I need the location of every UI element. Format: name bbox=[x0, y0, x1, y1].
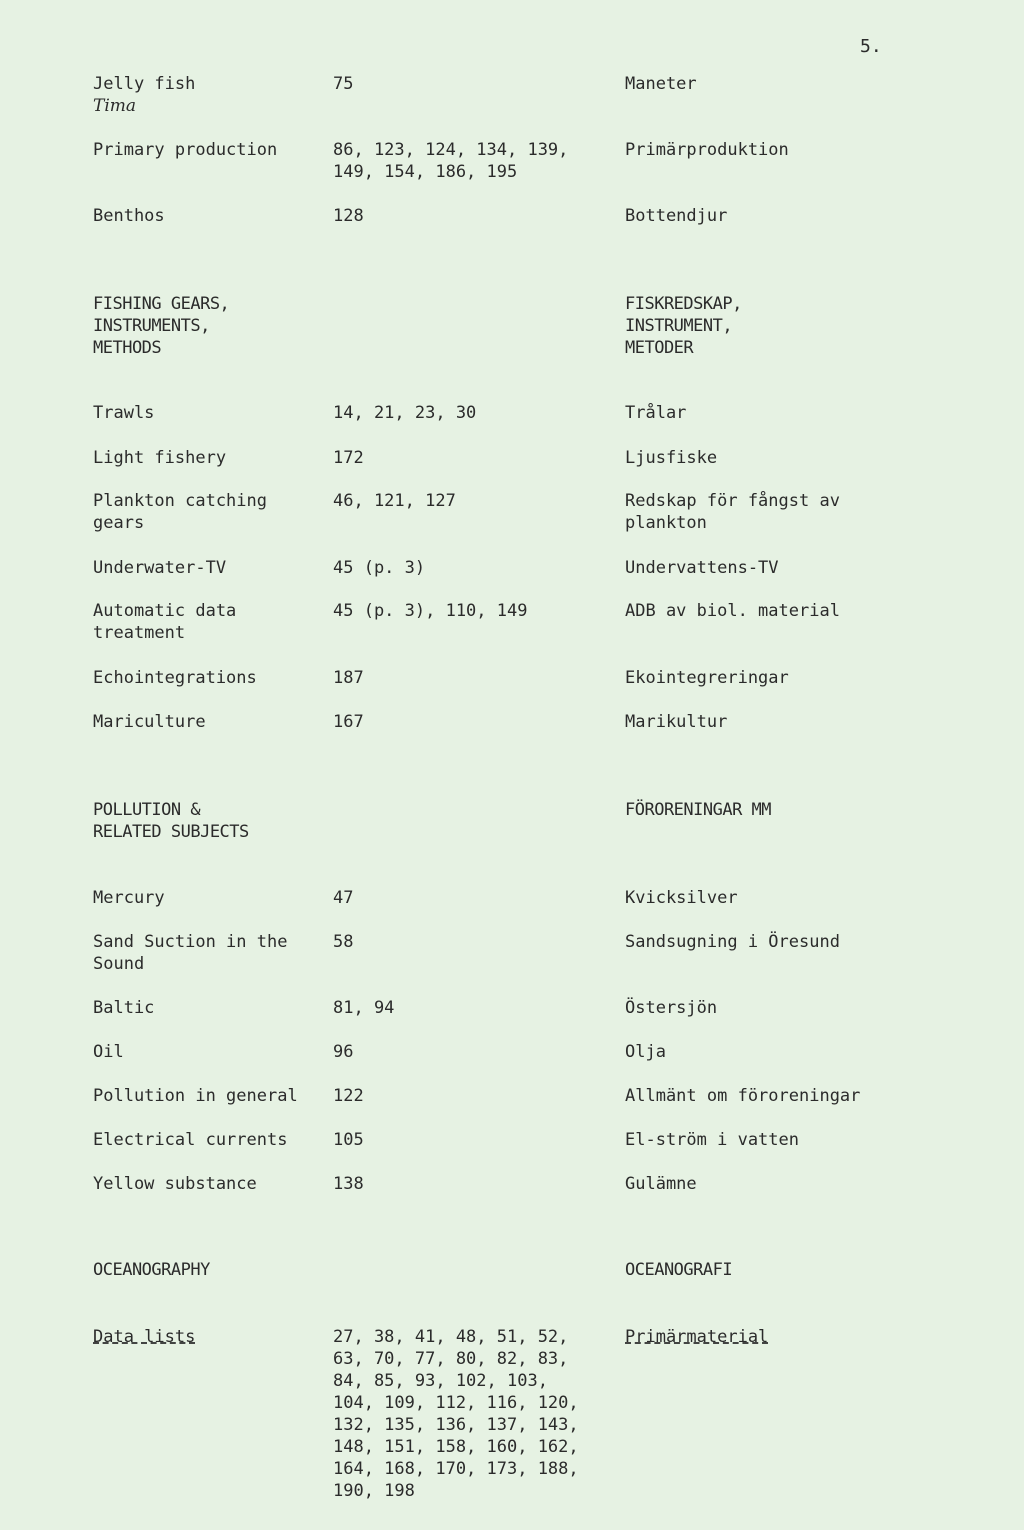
term-swedish: Allmänt om föroreningar bbox=[625, 1086, 861, 1106]
page-references: 47 bbox=[333, 888, 354, 908]
term-english: Electrical currents bbox=[93, 1130, 288, 1150]
term-swedish: Olja bbox=[625, 1042, 666, 1062]
term-swedish: Primärproduktion bbox=[625, 140, 789, 160]
term-english: Underwater-TV bbox=[93, 558, 227, 578]
page-references: 45 (p. 3), 110, 149 bbox=[333, 601, 528, 621]
heading-english: POLLUTION & RELATED SUBJECTS bbox=[93, 800, 249, 842]
term-swedish: Ekointegreringar bbox=[625, 668, 789, 688]
page-references: 105 bbox=[333, 1130, 364, 1150]
term-swedish: Östersjön bbox=[625, 998, 718, 1018]
term-english: Pollution in general bbox=[93, 1086, 298, 1106]
term-english: Trawls bbox=[93, 403, 155, 423]
term-english: Jelly fish bbox=[93, 74, 196, 94]
term-english: Tima bbox=[93, 96, 137, 116]
page-references: 187 bbox=[333, 668, 364, 688]
heading-swedish: FISKREDSKAP, INSTRUMENT, METODER bbox=[625, 294, 742, 358]
term-swedish: Undervattens-TV bbox=[625, 558, 779, 578]
term-english: Plankton catching gears bbox=[93, 491, 267, 533]
term-swedish: ADB av biol. material bbox=[625, 601, 840, 621]
heading-swedish: OCEANOGRAFI bbox=[625, 1260, 733, 1280]
term-swedish: Bottendjur bbox=[625, 206, 728, 226]
heading-english: FISHING GEARS, INSTRUMENTS, METHODS bbox=[93, 294, 230, 358]
page-references: 46, 121, 127 bbox=[333, 491, 456, 511]
term-english: Primary production bbox=[93, 140, 278, 160]
term-english: Benthos bbox=[93, 206, 165, 226]
page-references: 81, 94 bbox=[333, 998, 395, 1018]
term-english: Mariculture bbox=[93, 712, 206, 732]
page-references: 96 bbox=[333, 1042, 354, 1062]
page-references: 167 bbox=[333, 712, 364, 732]
term-english: Light fishery bbox=[93, 448, 227, 468]
heading-swedish: FÖRORENINGAR MM bbox=[625, 800, 772, 820]
term-english: Echointegrations bbox=[93, 668, 257, 688]
term-swedish: Trålar bbox=[625, 403, 687, 423]
heading-english: OCEANOGRAPHY bbox=[93, 1260, 210, 1280]
term-swedish: Ljusfiske bbox=[625, 448, 718, 468]
term-swedish: Kvicksilver bbox=[625, 888, 738, 908]
page-number: 5. bbox=[860, 36, 882, 57]
term-english: Automatic data treatment bbox=[93, 601, 237, 643]
term-english: Yellow substance bbox=[93, 1174, 257, 1194]
page-references: 138 bbox=[333, 1174, 364, 1194]
page-references: 45 (p. 3) bbox=[333, 558, 426, 578]
page-references: 172 bbox=[333, 448, 364, 468]
page-references: 128 bbox=[333, 206, 364, 226]
term-swedish: Redskap för fångst av plankton bbox=[625, 491, 840, 533]
page-references: 75 bbox=[333, 74, 354, 94]
term-english: Data lists bbox=[93, 1327, 196, 1347]
page-references: 58 bbox=[333, 932, 354, 952]
term-swedish: El-ström i vatten bbox=[625, 1130, 799, 1150]
term-swedish: Sandsugning i Öresund bbox=[625, 932, 840, 952]
term-swedish: Gulämne bbox=[625, 1174, 697, 1194]
term-swedish: Maneter bbox=[625, 74, 697, 94]
page-references: 122 bbox=[333, 1086, 364, 1106]
term-swedish: Marikultur bbox=[625, 712, 728, 732]
term-english: Baltic bbox=[93, 998, 155, 1018]
term-english: Mercury bbox=[93, 888, 165, 908]
term-swedish: Primärmaterial bbox=[625, 1327, 769, 1347]
page-references: 14, 21, 23, 30 bbox=[333, 403, 477, 423]
term-english: Oil bbox=[93, 1042, 124, 1062]
page-references: 27, 38, 41, 48, 51, 52, 63, 70, 77, 80, 82, 83, 84, 85, 93, 102, 103, 104, 109, 112, 116, 120, 132, 135, 136, 137, 143, 148, 151, 158, 160, 162, 164, 168, 170, 173, 188, 190, 198 bbox=[333, 1327, 579, 1501]
page-references: 86, 123, 124, 134, 139, 149, 154, 186, 195 bbox=[333, 140, 569, 182]
term-english: Sand Suction in the Sound bbox=[93, 932, 288, 974]
